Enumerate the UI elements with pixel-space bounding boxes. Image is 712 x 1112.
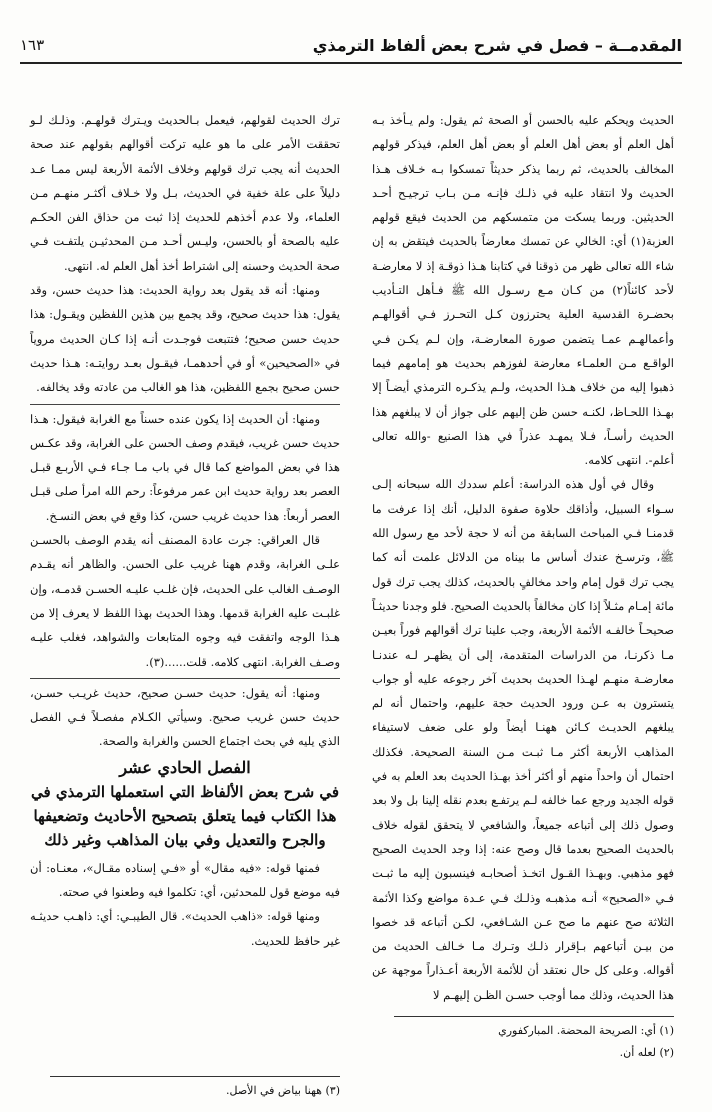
chapter-title: الفصل الحادي عشر (119, 757, 251, 777)
running-title: المقدمــة – فصل في شرح بعض ألفاظ الترمذي (312, 36, 682, 55)
section-divider (30, 678, 340, 679)
page-header (20, 34, 682, 68)
chapter-heading (30, 756, 340, 852)
paragraph: وقال في أول هذه الدراسة: أعلم سددك الله سبحانه إلـى سـواء السبيل، وأذاقك حلاوة صفوة الدليل، أنك إذا عرفت ما قدمنـا فـي المباحث السابقة من أنه لا حجة لأحد مع رسول الله ﷺ، وترسـخ عندك أساس ما بيناه من الدلائل علمت أنه كما يجب ترك قول إمام واحد مخالفٍ بالحديث، كذلك يجب ترك قول مائة إمـام مثـلاً إذا كان مخالفاً بالحديث الصحيح. فلو وجدنا حديثـاً صحيحـاً خالفـه الأئمة الأربعة، وجب علينا ترك أقوالهم فوراً بعيـن مـا ذكرنـا، من الدراسات المتقدمة، إلى أن يظهـر لـه عندنـا معارضـة منهـم لهـذا الحديث بحديث آخر رجوعه عليه أو جواب يتسترون به عـن ورود الحديث حجة عليهم، واحتمال أنه لم يبلغهم الحديـث كـائن ههنـا أيضاً ولو على ضعف لاستيفاء المذاهب الأربعة أكثر مـا ثبـت مـن السنة الصحيحة. فكذلك احتمال أن واحداً منهم أو أكثر أخذ بهـذا الحديث بعد العلم به في قوله الجديد ورجع عما خالفه لـم يرتفـع بعدم نقله إلينا بل ولا بعد وصول ذلك إلى أتباعه جميعاً، والشافعي لا يتحقق لقوله خلاف بالحديث الصحيح بعدما قال وصح عنه: إذا وجد الحديث الصحيح فهو مذهبي. وبهـذا القـول اتخـذ أصحابـه فينسبون إليه ما ثبـت فـي «الصحيح» أنـه مذهبـه وذلـك فـي عـدة مواضع وكذا الأئمة الثلاثة صح عنهم ما صح عـن الشـافعي، لكـن أتباعه قد خصوا من بيـن أتباعهم بـإقرار ذلـك وتـرك مـا خـالف الحديث من أقواله. وعلى كل حال نعتقد أن للأئمة الأربعة أعـذاراً موجهة عن هذا الحديث، وذلك مما أوجب حسـن الظـن إليهـم لا (372, 477, 674, 1002)
footnote: (١) أي: الصريحة المحضة. المباركفوري (498, 1024, 674, 1037)
header-rule (20, 62, 682, 64)
left-footnotes (30, 1080, 340, 1102)
paragraph: ومنها: أنه قد يقول بعد رواية الحديث: هذا حديث حسن، وقد يقول: هذا حديث صحيح، وقد يجمع بين هذين اللفظين ويقـول: هذا حديث حسن صحيح؛ فتتبعت فوجـدت أنـه إذا كـان الحديث مروياً في «الصحيحين» أو في أحدهمـا، فيقـول بعـد روايتـه: هـذا حديث حسن صحيح بجمع اللفظين، هذا هو الغالب من عادته وقد يخالفه. (30, 283, 340, 395)
paragraph: ومنها: أنه يقول: حديث حسـن صحيح، حديث غريـب حسـن، حديث حسن غريب صحيح. وسيأتي الكـلام مفصـلاً فـي الفصل الذي يليه في بحث اجتماع الحسن والغرابة والصحة. (30, 685, 340, 749)
paragraph: فمنها قوله: «فيه مقال» أو «فـي إسناده مقـال»، معنـاه: أن فيه موضع قول للمحدثين، أي: تكلموا فيه وطعنوا في صحته. (30, 860, 340, 900)
right-footnotes (372, 1020, 674, 1064)
section-divider (30, 404, 340, 405)
footnote: (٣) ههنا بياض في الأصل. (226, 1084, 340, 1097)
footnote-rule (394, 1016, 674, 1017)
right-column (372, 108, 674, 1007)
page-number: ١٦٣ (20, 36, 45, 54)
left-column (30, 108, 340, 953)
chapter-subtitle: في شرح بعض الألفاظ التي استعملها الترمذي في هذا الكتاب فيما يتعلق بتصحيح الأحاديث وتضعيفها والجرح والتعديل وفي بيان المذاهب وغير ذلك (30, 782, 340, 849)
paragraph: ومنها قوله: «ذاهب الحديث». قال الطيبـي: أي: ذاهـب حديثـه غير حافظ للحديث. (30, 909, 340, 948)
paragraph: ترك الحديث لقولهم، فيعمل بـالحديث ويـترك قولهـم. وذلـك لـو تحققت الأمر على ما هو عليه تركت أقوالهم بقولهم عند صحة الحديث أنه يجب ترك قولهم وخلاف الأئمة الأربعة ليس ممـا عـد دليلاً على علة خفية في الحديث، بـل ولا خـلاف أكثـر منهـم مـن العلماء، ولا عدم أخذهم للحديث إذا ثبت من حذاق الفن الحكـم عليه بالصحة أو بالحسن، وليـس أحـد مـن المحدثيـن يلتفـت فـي صحة الحديث وحسنه إلى اشتراط أخذ أهل العلم له. انتهى. (30, 113, 340, 273)
paragraph: الحديث ويحكم عليه بالحسن أو الصحة ثم يقول: ولم يـأخذ بـه أهل العلم أو بعض أهل العلم أو بعض أهل العلم، فيذكر قولهم المخالف بالحديث، ثم ربما يذكر حديثاً تمسكوا بـه خـلاف هـذا الحديث ولا انتقاد عليه في ذلـك فإنـه مـن بـاب ترجيـح أحـد الحديثين. وربما يسكت من متمسكهم من الحديث فيقع قولهم العزبة(١) أي: الخالي عن تمسك معارضاً بالحديث فيتقض به إن شاء الله تعالى ظهر من ذوقنا في كتابنا هـذا ذوقـة إذ لا معارضـة لأحد كائناً(٢) من كـان مـع رسـول الله ﷺ فـأهل التـأديب بحضـرة القدسية العلية يحترزون كـل التحـرز فـي أقوالهـم وأعمالهـم عمـا يتضمن صورة المعارضـة، وإن لـم يكـن فـي الواقـع مـن العلمـاء معارضة لفوزهم بحديث هو إمامهم فيما ذهبوا إليه من خلاف هـذا الحديث، ولـم يذكـره الترمذي أيضـاً إلا بهـذا اللحـاظ، لكنـه حسن ظن إليهم على جواز أن لا يبلغهم هذا الحديث رأسـاً، فـلا يمهـد عذراً في هذا الصنيع -والله تعالى أعلم-. انتهى كلامه. (372, 113, 675, 468)
footnote: (٢) لعله أن. (619, 1046, 674, 1059)
paragraph: ومنها: أن الحديث إذا يكون عنده حسناً مع الغرابة فيقول: هـذا حديث حسن غريب، فيقدم وصف الحسن على الغرابة، وقد عكـس هذا في بعض المواضع كما قال في باب مـا جـاء فـي الأربـع قبـل العصر بعد رواية حديث ابن عمر مرفوعاً: رحم الله امرأ صلى قبـل العصر أربعاً: هذا حديث غريب حسن، كذا وقع في بعض النسـخ. (30, 411, 340, 523)
footnote-rule (50, 1076, 340, 1077)
paragraph: قال العراقي: جرت عادة المصنف أنه يقدم الوصف بالحسـن علـى الغرابة، وقدم ههنا غريب على الحسن. والظاهر أنه يقـدم الوصـف الغالب على الحديث، فإن غلـب عليـه الحسـن قدمـه، وإن غلبـت عليه الغرابة قدمها. وهذا الحديث بهذا اللفظ لا يعرف إلا من هـذا الوجه واتفقت فيه وجوه المتابعات والشواهد، فغلب عليـه وصـف الغرابة. انتهى كلامه. قلت......(٣). (30, 533, 340, 669)
